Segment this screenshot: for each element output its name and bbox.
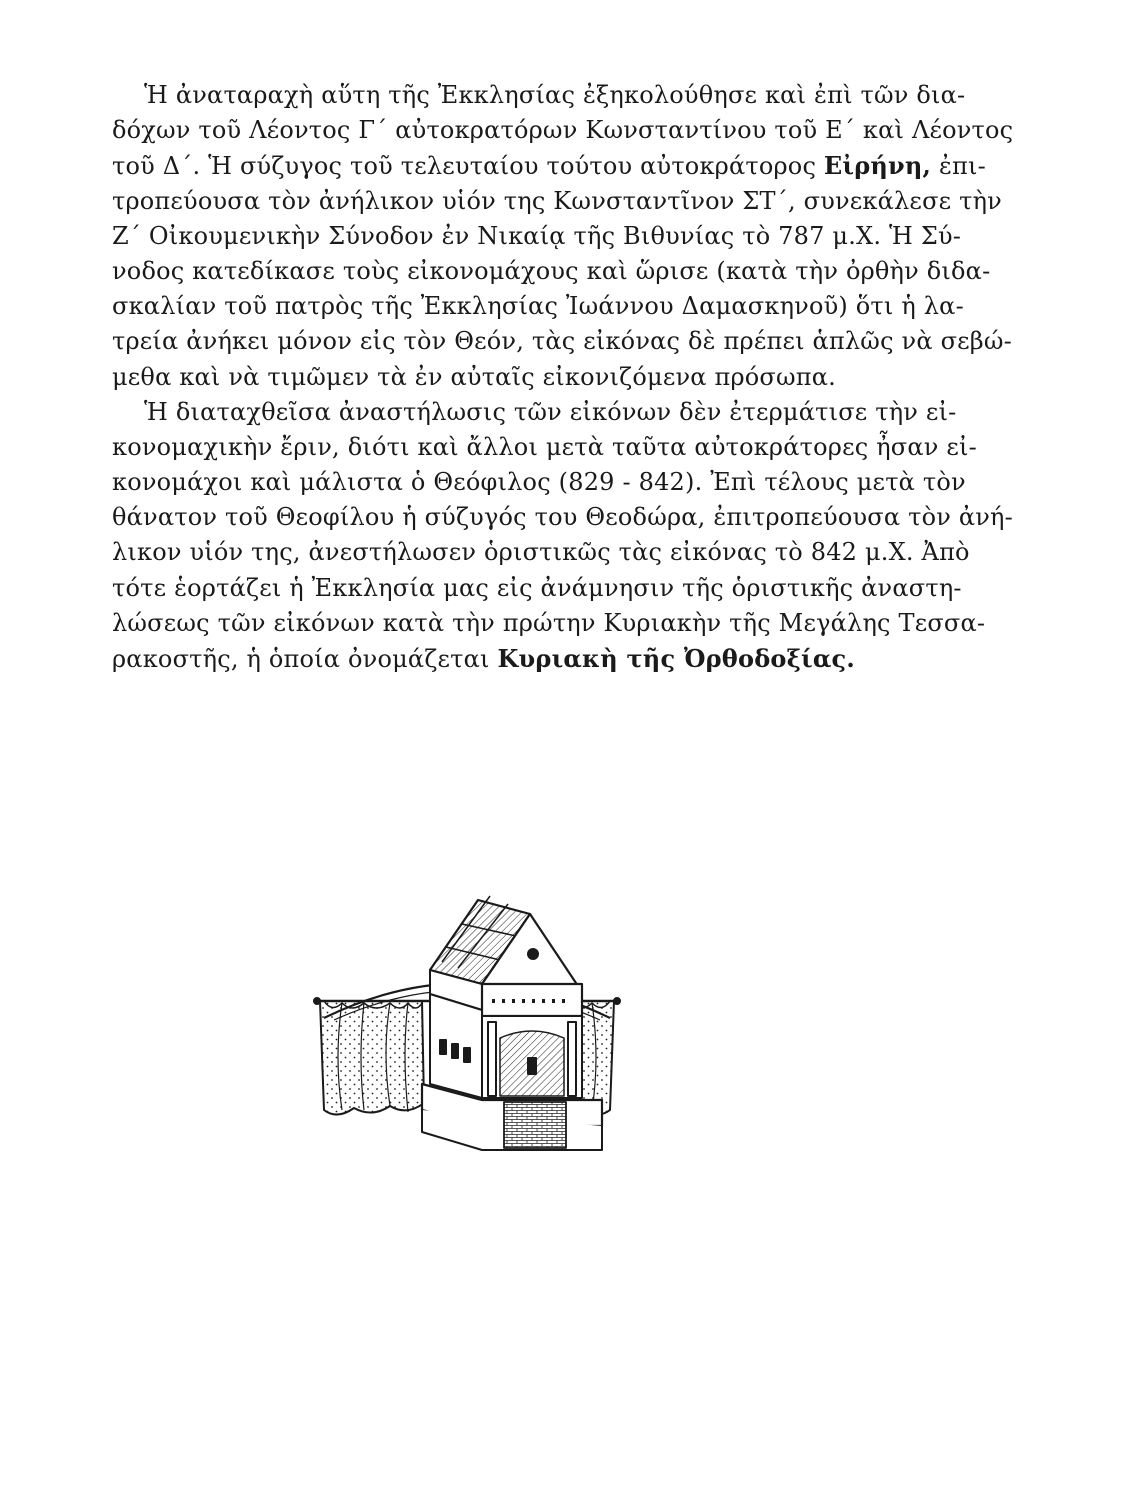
text-span: λικον υἱόν της, ἀνεστήλωσεν ὁριστικῶς τὰς εἰκόνας τὸ 842 μ.Χ. Ἀπὸ [112, 538, 970, 567]
text-span: ρακοστῆς, ἡ ὁποία ὀνομάζεται [112, 645, 498, 673]
text-span: τρεία ἀνήκει μόνον εἰς τὸν Θεόν, τὰς εἰκόνας δὲ πρέπει ἁπλῶς νὰ σεβώ- [112, 327, 1012, 356]
text-line [112, 571, 962, 606]
text-span: τροπεύουσα τὸν ἀνήλικον υἱόν της Κωνσταντῖνον ΣΤ΄, συνεκάλεσε τὴν [112, 186, 1002, 215]
text-span: ἐπι- [931, 152, 986, 181]
text-span: Ἡ ἀναταραχὴ αὕτη τῆς Ἐκκλησίας ἐξηκολούθησε καὶ ἐπὶ τῶν δια- [144, 81, 966, 109]
body-text [112, 78, 1014, 676]
text-span: σκαλίαν τοῦ πατρὸς τῆς Ἐκκλησίας Ἰωάννου Δαμασκηνοῦ) ὅτι ἡ λα- [112, 292, 964, 321]
text-line [112, 606, 986, 641]
text-line [112, 430, 977, 465]
bold-text: Εἰρήνη, [823, 151, 932, 181]
text-span: μεθα καὶ νὰ τιμῶμεν τὰ ἐν αὐταῖς εἰκονιζόμενα πρόσωπα. [112, 362, 836, 391]
text-line [112, 254, 991, 289]
text-span: Ἡ διαταχθεῖσα ἀναστήλωσις τῶν εἰκόνων δὲν ἐτερμάτισε τὴν εἰ- [144, 397, 957, 426]
text-line [112, 184, 1002, 219]
text-line [112, 78, 966, 113]
text-line [112, 324, 1012, 359]
paragraph [112, 78, 1014, 395]
text-line [112, 289, 964, 324]
text-line [112, 148, 986, 183]
text-line [112, 535, 970, 570]
text-span: τοῦ Δ΄. Ἡ σύζυγος τοῦ τελευταίου τούτου αὐτοκράτορος [112, 152, 824, 181]
text-line [112, 360, 932, 395]
text-line [112, 641, 932, 676]
paragraph [112, 395, 1013, 677]
text-span: κονομάχοι καὶ μάλιστα ὁ Θεόφιλος (829 - 842). Ἐπὶ τέλους μετὰ τὸν [112, 468, 966, 497]
text-span: τότε ἑορτάζει ἡ Ἐκκλησία μας εἰς ἀνάμνησιν τῆς ὁριστικῆς ἀναστη- [112, 573, 962, 602]
text-span: θάνατον τοῦ Θεοφίλου ἡ σύζυγός του Θεοδώρα, ἐπιτροπεύουσα τὸν ἀνή- [112, 503, 1013, 532]
text-span: Ζ΄ Οἰκουμενικὴν Σύνοδον ἐν Νικαίᾳ τῆς Βιθυνίας τὸ 787 μ.Χ. Ἡ Σύ- [112, 221, 962, 250]
text-line [112, 113, 1014, 148]
text-span: κονομαχικὴν ἔριν, διότι καὶ ἄλλοι μετὰ ταῦτα αὐτοκράτορες ἦσαν εἰ- [112, 432, 977, 461]
text-span: δόχων τοῦ Λέοντος Γ΄ αὐτοκρατόρων Κωνσταντίνου τοῦ Ε΄ καὶ Λέοντος [112, 116, 1014, 145]
text-line [112, 219, 962, 254]
text-line [112, 465, 966, 500]
bold-text: Κυριακὴ τῆς Ὀρθοδοξίας. [497, 644, 855, 673]
text-span: νοδος κατεδίκασε τοὺς εἰκονομάχους καὶ ὥρισε (κατὰ τὴν ὀρθὴν διδα- [112, 256, 991, 285]
church-illustration [312, 888, 622, 1193]
text-span: λώσεως τῶν εἰκόνων κατὰ τὴν πρώτην Κυριακὴν τῆς Μεγάλης Τεσσα- [112, 608, 986, 637]
text-line [112, 395, 957, 430]
text-line [112, 500, 1013, 535]
